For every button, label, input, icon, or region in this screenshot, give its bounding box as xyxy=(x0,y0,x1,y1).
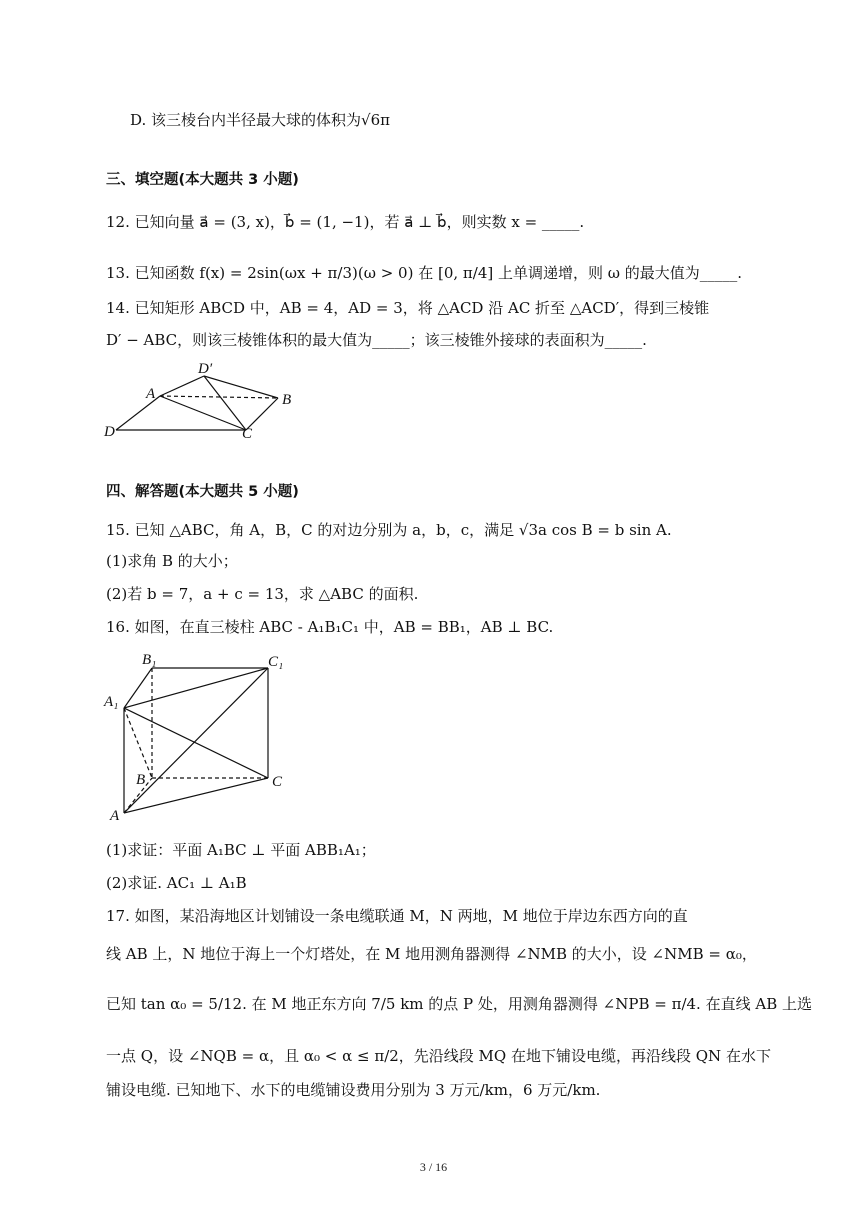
question-17-line3: 已知 tan α₀ = 5/12. 在 M 地正东方向 7/5 km 的点 P 处，用测角器测得 ∠NPB = π/4. 在直线 AB 上选 xyxy=(106,995,812,1013)
question-14-line1: 14. 已知矩形 ABCD 中，AB = 4，AD = 3，将 △ACD 沿 AC 折至 △ACD′，得到三棱锥 xyxy=(106,299,710,317)
question-15-part1: (1)求角 B 的大小； xyxy=(106,552,238,570)
question-16: 16. 如图，在直三棱柱 ABC - A₁B₁C₁ 中，AB = BB₁，AB ⊥ BC. xyxy=(106,618,554,636)
label-a1: A₁ xyxy=(104,694,119,710)
label-d: D xyxy=(104,424,115,440)
question-16-part2: (2)求证. AC₁ ⊥ A₁B xyxy=(106,874,247,892)
question-15-part2: (2)若 b = 7，a + c = 13，求 △ABC 的面积. xyxy=(106,585,419,603)
label-d-prime: D′ xyxy=(198,361,213,377)
label-c1: C₁ xyxy=(268,654,284,670)
question-17-line1: 17. 如图，某沿海地区计划铺设一条电缆联通 M，N 两地，M 地位于岸边东西方向的直 xyxy=(106,907,688,925)
label-b: B xyxy=(282,392,292,408)
label-b1: B₁ xyxy=(142,652,157,668)
question-17-line5: 铺设电缆. 已知地下、水下的电缆铺设费用分别为 3 万元/km，6 万元/km. xyxy=(106,1081,601,1099)
prism-figure xyxy=(100,648,300,828)
label-c: C xyxy=(272,774,283,790)
label-b: B xyxy=(136,772,146,788)
section-4-heading: 四、解答题(本大题共 5 小题) xyxy=(106,484,299,500)
question-16-part1: (1)求证：平面 A₁BC ⊥ 平面 ABB₁A₁； xyxy=(106,841,376,859)
question-17-line4: 一点 Q，设 ∠NQB = α，且 α₀ < α ≤ π/2，先沿线段 MQ 在地下铺设电缆，再沿线段 QN 在水下 xyxy=(106,1047,771,1065)
label-a: A xyxy=(146,386,156,402)
question-15: 15. 已知 △ABC，角 A，B，C 的对边分别为 a，b，c，满足 √3a cos B = b sin A. xyxy=(106,521,672,539)
question-17-line2: 线 AB 上，N 地位于海上一个灯塔处，在 M 地用测角器测得 ∠NMB 的大小，设 ∠NMB = α₀， xyxy=(106,945,757,963)
option-d: D. 该三棱台内半径最大球的体积为√6π xyxy=(130,111,390,129)
question-13: 13. 已知函数 f(x) = 2sin(ωx + π/3)(ω > 0) 在 [0, π/4] 上单调递增，则 ω 的最大值为_____. xyxy=(106,264,743,282)
question-14-line2: D′ − ABC，则该三棱锥体积的最大值为_____；该三棱锥外接球的表面积为_____. xyxy=(106,331,647,349)
page-number: 3 / 16 xyxy=(419,1160,448,1174)
label-c: C xyxy=(242,426,253,440)
section-3-heading: 三、填空题(本大题共 3 小题) xyxy=(106,172,299,188)
label-a: A xyxy=(110,808,120,824)
question-12: 12. 已知向量 a⃗ = (3, x)，b⃗ = (1, −1)，若 a⃗ ⊥ b⃗，则实数 x = _____. xyxy=(106,213,585,231)
folded-rectangle-figure xyxy=(100,360,320,440)
